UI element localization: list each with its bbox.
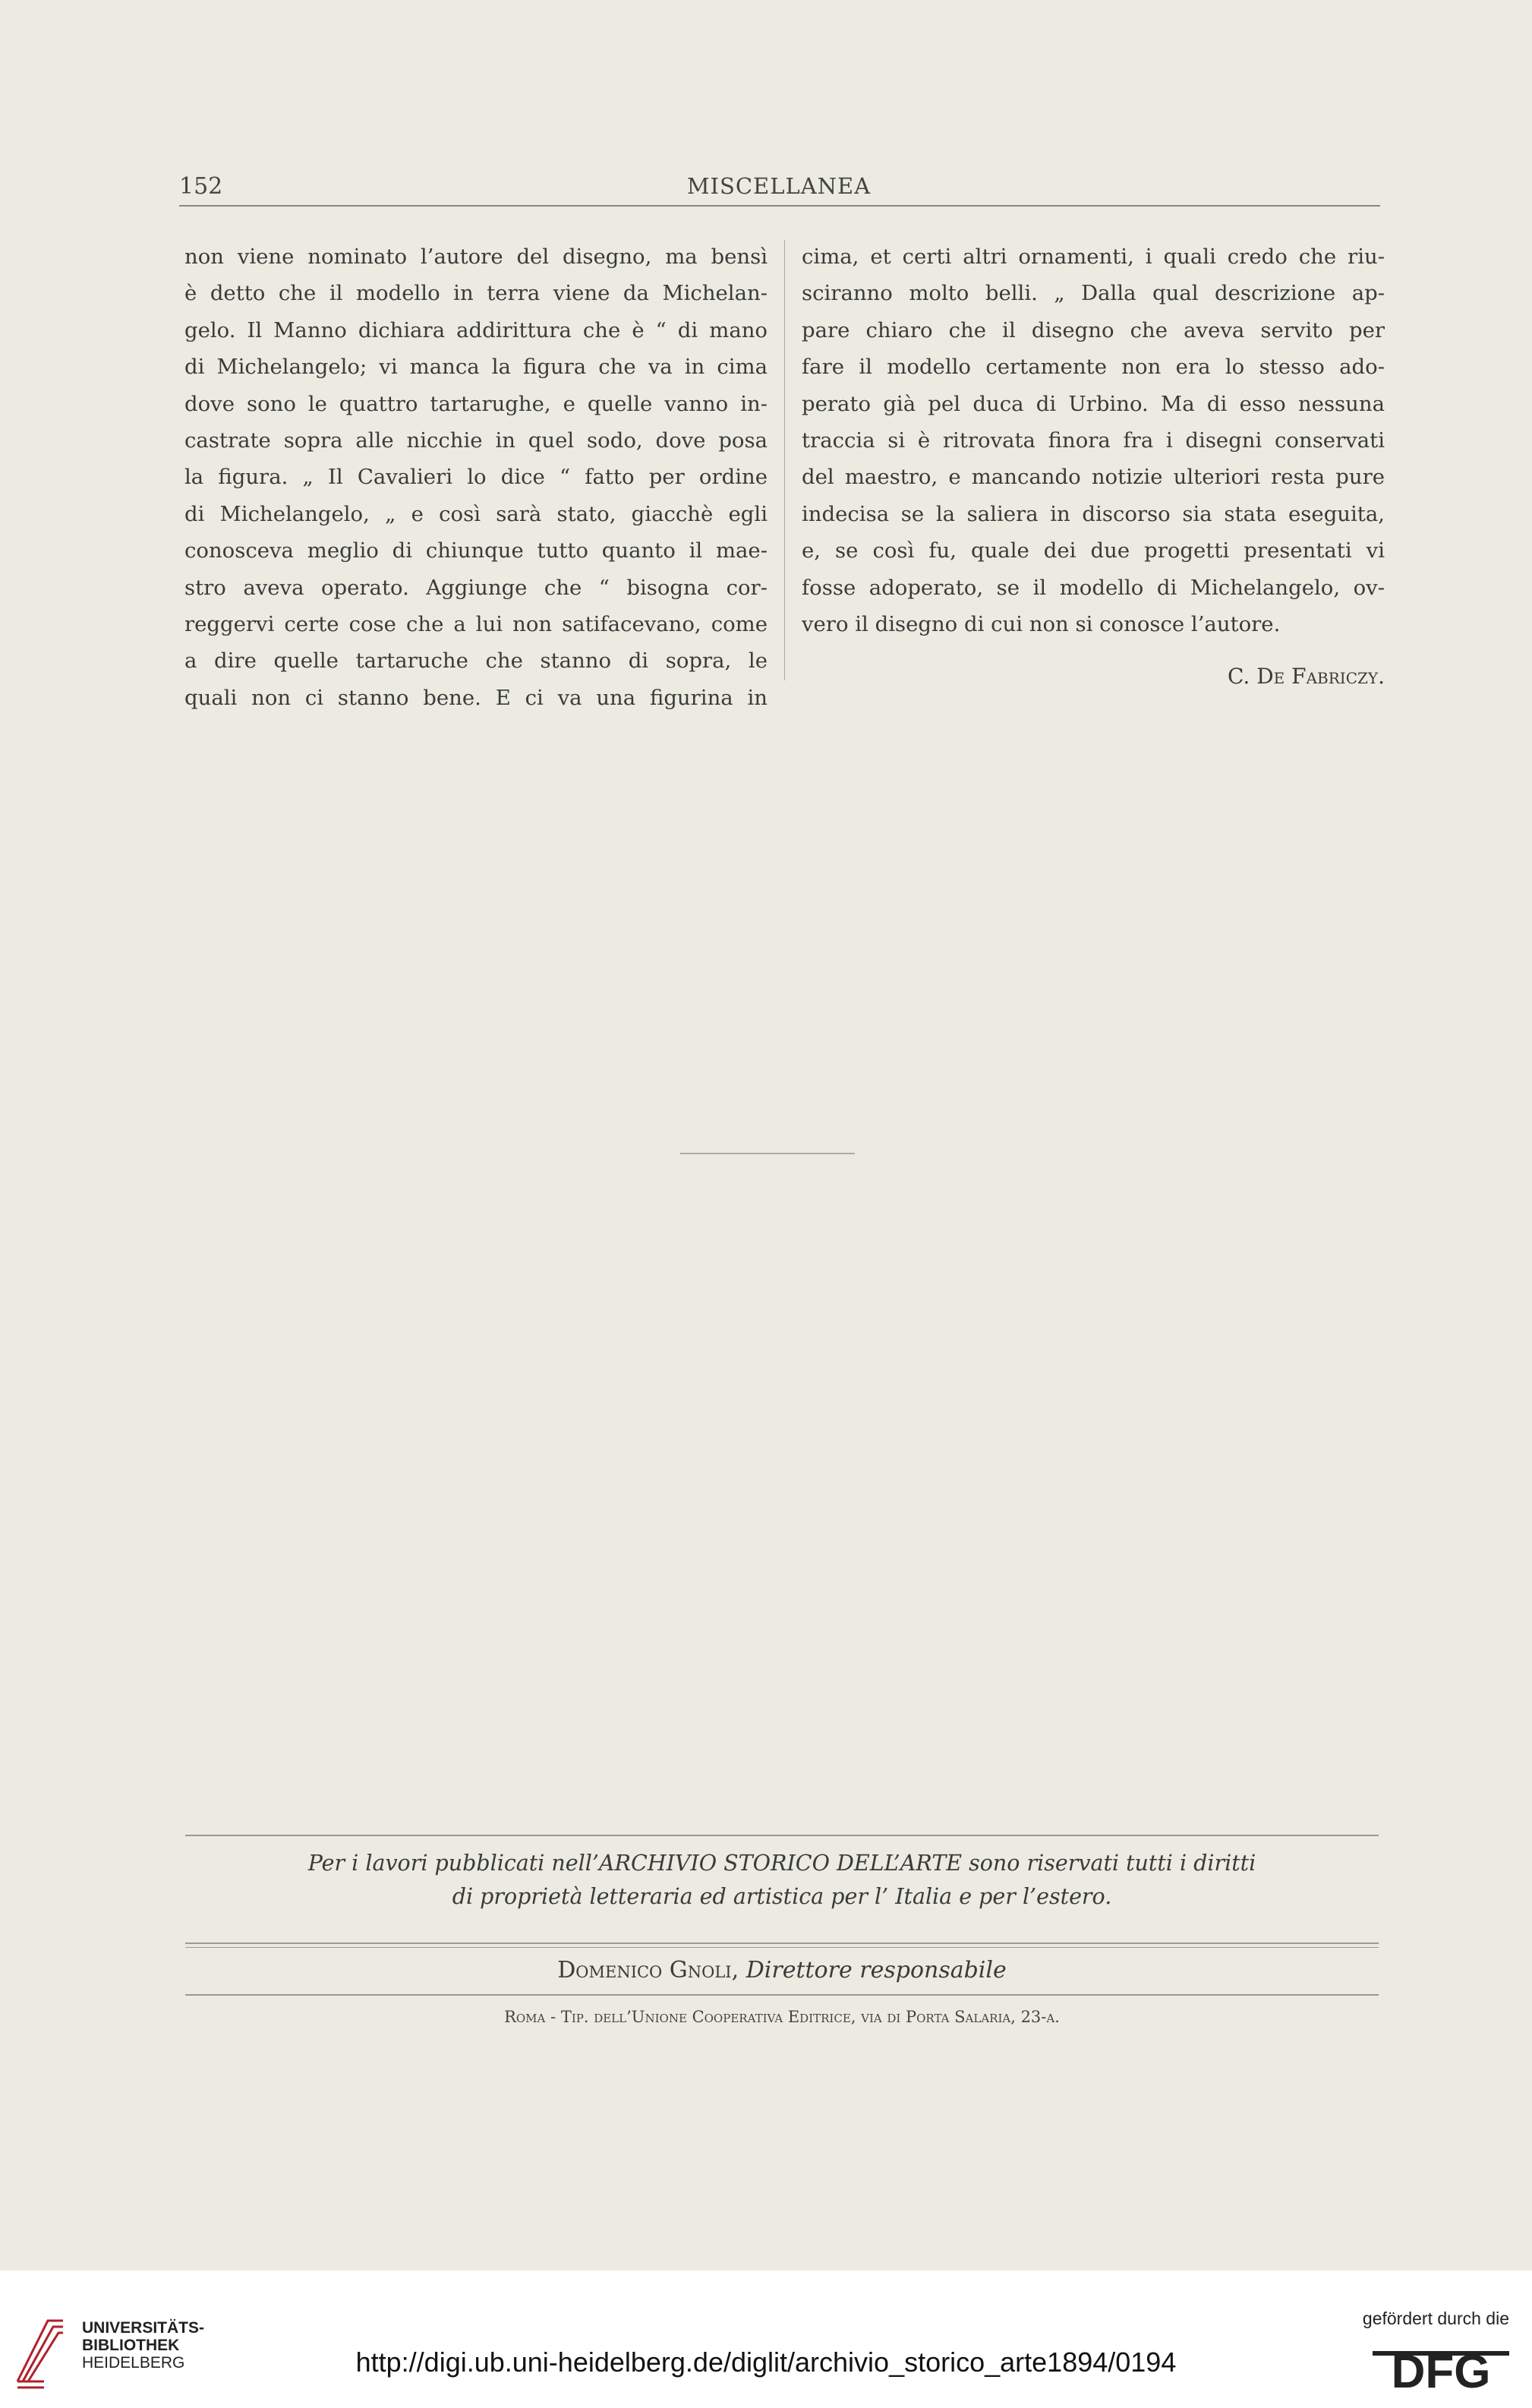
text-line: pare chiaro che il disegno che aveva servito per bbox=[802, 317, 1385, 342]
dfg-logo-text: DFG bbox=[1391, 2346, 1491, 2391]
right-column bbox=[802, 238, 1385, 642]
running-title: MISCELLANEA bbox=[686, 173, 872, 199]
rights-notice-line: di proprietà letteraria ed artistica per l’ Italia e per l’estero. bbox=[452, 1884, 1112, 1909]
text-line: sciranno molto belli. „ Dalla qual descrizione ap- bbox=[802, 281, 1385, 306]
text-line: traccia si è ritrovata finora fra i disegni conservati bbox=[802, 428, 1385, 453]
text-line: quali non ci stanno bene. E ci va una figurina in bbox=[184, 685, 768, 710]
author-signature: C. De Fabriczy. bbox=[1227, 664, 1385, 689]
text-line: conosceva meglio di chiunque tutto quanto il mae- bbox=[184, 538, 768, 563]
text-line: dove sono le quattro tartarughe, e quelle vanno in- bbox=[184, 391, 768, 416]
text-line: a dire quelle tartaruche che stanno di sopra, le bbox=[184, 649, 768, 674]
director-line bbox=[185, 1952, 1379, 1990]
text-line: vero il disegno di cui non si conosce l’autore. bbox=[802, 611, 1281, 636]
text-line: reggervi certe cose che a lui non satifacevano, come bbox=[184, 611, 768, 636]
rule bbox=[185, 1835, 1379, 1836]
rights-notice bbox=[185, 1847, 1379, 1914]
text-line: la figura. „ Il Cavalieri lo dice “ fatto per ordine bbox=[184, 465, 768, 490]
text-line: indecisa se la saliera in discorso sia stata eseguita, bbox=[802, 501, 1385, 526]
dfg-logo-icon bbox=[1373, 2336, 1509, 2391]
text-line: fare il modello certamente non era lo stesso ado- bbox=[802, 355, 1385, 380]
column-divider bbox=[784, 240, 785, 680]
source-url-link[interactable]: http://digi.ub.uni-heidelberg.de/diglit/archivio_storico_arte1894/0194 bbox=[355, 2346, 1177, 2378]
rule bbox=[185, 1942, 1379, 1944]
page-header bbox=[179, 173, 1379, 204]
rule bbox=[185, 1947, 1379, 1948]
director-name: Domenico Gnoli, bbox=[557, 1957, 739, 1984]
left-column bbox=[184, 238, 768, 716]
text-line: fosse adoperato, se il modello di Michelangelo, ov- bbox=[802, 575, 1385, 600]
text-line: del maestro, e mancando notizie ulteriori resta pure bbox=[802, 465, 1385, 490]
text-line: stro aveva operato. Aggiunge che “ bisogna cor- bbox=[184, 575, 768, 600]
rights-notice-line: Per i lavori pubblicati nell’ARCHIVIO STORICO DELL’ARTE sono riservati tutti i diritti bbox=[307, 1851, 1256, 1876]
director-role: Direttore responsabile bbox=[746, 1957, 1007, 1984]
rule bbox=[185, 1994, 1379, 1996]
text-line: gelo. Il Manno dichiara addirittura che è “ di mano bbox=[184, 317, 768, 342]
library-name-line: HEIDELBERG bbox=[82, 2354, 185, 2372]
text-line: perato già pel duca di Urbino. Ma di esso nessuna bbox=[802, 391, 1385, 416]
header-rule bbox=[179, 205, 1380, 207]
page-number: 152 bbox=[179, 173, 223, 200]
funded-by-label: gefördert durch die bbox=[1362, 2309, 1509, 2328]
text-line: cima, et certi altri ornamenti, i quali credo che riu- bbox=[802, 245, 1385, 269]
printer-imprint: Roma - Tip. dell’Unione Cooperativa Editrice, via di Porta Salaria, 23-a. bbox=[504, 2008, 1060, 2026]
text-line: castrate sopra alle nicchie in quel sodo, dove posa bbox=[184, 428, 768, 453]
text-line: non viene nominato l’autore del disegno, ma bensì bbox=[184, 245, 768, 269]
text-line: e, se così fu, quale dei due progetti presentati vi bbox=[802, 538, 1385, 563]
digitization-footer bbox=[0, 2271, 1532, 2408]
text-line: di Michelangelo; vi manca la figura che va in cima bbox=[184, 355, 768, 380]
section-divider bbox=[680, 1153, 855, 1154]
text-line: di Michelangelo, „ e così sarà stato, giacchè egli bbox=[184, 501, 768, 526]
library-name-line: UNIVERSITÄTS- bbox=[82, 2319, 205, 2337]
library-name-line: BIBLIOTHEK bbox=[82, 2337, 180, 2354]
text-line: è detto che il modello in terra viene da Michelan- bbox=[184, 281, 768, 306]
